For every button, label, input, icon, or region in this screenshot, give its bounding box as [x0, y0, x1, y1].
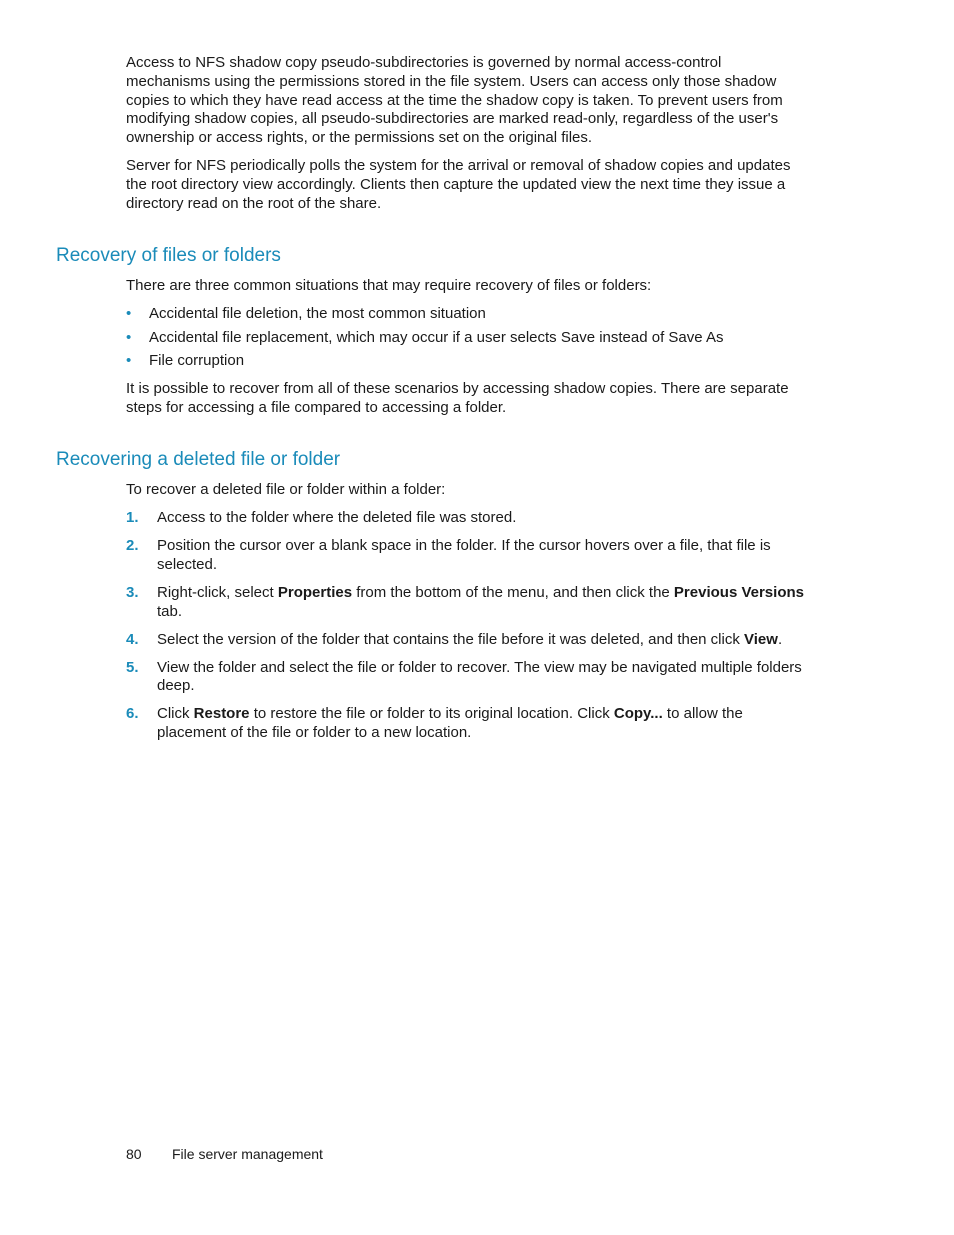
intro-paragraph-1: Access to NFS shadow copy pseudo-subdirectories is governed by normal access-control mechanisms using the permissions stored in the file system. Users can access only those shadow copies to which they have read access at the time the shadow copy is taken. To prevent users from modifying shadow copies, all pseudo-subdirectories are marked read-only, regardless of the user's ownership or access rights, or the permissions set on the original files.	[126, 54, 783, 147]
step-ui-term: Properties	[277, 583, 353, 601]
bullet-icon: •	[126, 328, 132, 346]
recovery-bullet-list	[126, 305, 806, 376]
step-item	[126, 584, 806, 622]
bullet-icon: •	[126, 305, 132, 322]
step-text: tab.	[157, 602, 183, 620]
step-number: 5.	[126, 658, 139, 676]
bullet-text: Accidental file replacement, which may occur if a user selects Save instead of Save As	[149, 328, 724, 346]
step-item	[126, 537, 806, 575]
step-number: 6.	[126, 705, 139, 723]
bullet-icon: •	[126, 352, 132, 370]
step-ui-term: Previous Versions	[673, 583, 804, 601]
recovery-closing: It is possible to recover from all of these scenarios by accessing shadow copies. There are separate steps for accessing a file compared to accessing a folder.	[126, 380, 789, 416]
step-text: Position the cursor over a blank space in the folder. If the cursor hovers over a file, that file is selected.	[157, 536, 771, 573]
list-item	[126, 352, 806, 371]
heading-recovery-of-files: Recovery of files or folders	[56, 245, 281, 266]
step-item	[126, 659, 806, 697]
step-text: Right-click, select	[157, 583, 278, 601]
step-number: 2.	[126, 536, 139, 554]
page-number: 80	[126, 1146, 142, 1162]
step-item	[126, 509, 806, 528]
step-item	[126, 705, 806, 743]
page-footer	[126, 1145, 323, 1163]
step-item	[126, 631, 806, 650]
list-item	[126, 329, 806, 348]
step-text: View the folder and select the file or folder to recover. The view may be navigated multiple folders deep.	[157, 658, 802, 695]
step-text: to restore the file or folder to its original location. Click	[249, 705, 614, 723]
bullet-text: Accidental file deletion, the most common situation	[149, 305, 486, 322]
footer-section-title: File server management	[172, 1146, 323, 1162]
step-number: 3.	[126, 583, 139, 601]
step-text: from the bottom of the menu, and then click the	[352, 583, 674, 601]
step-text: Click	[157, 705, 194, 723]
step-text: Access to the folder where the deleted file was stored.	[157, 509, 517, 526]
heading-recovering-deleted: Recovering a deleted file or folder	[56, 449, 341, 470]
step-text: .	[777, 630, 783, 648]
deleted-lead: To recover a deleted file or folder within a folder:	[126, 481, 446, 498]
step-ui-term: View	[744, 630, 778, 648]
recovery-lead: There are three common situations that may require recovery of files or folders:	[126, 277, 652, 294]
step-text: Select the version of the folder that contains the file before it was deleted, and then click	[157, 630, 745, 648]
step-number: 1.	[126, 509, 139, 526]
step-ui-term: Restore	[193, 705, 250, 723]
step-number: 4.	[126, 630, 139, 648]
intro-paragraph-2: Server for NFS periodically polls the system for the arrival or removal of shadow copies and updates the root directory view accordingly. Clients then capture the updated view the next time they issue a directory read on the root of the share.	[126, 157, 791, 212]
bullet-text: File corruption	[149, 352, 245, 370]
recovery-steps-list	[126, 509, 806, 752]
step-ui-term: Copy...	[613, 705, 663, 723]
step-text: to allow the placement of the file or folder to a new location.	[157, 705, 743, 742]
list-item	[126, 305, 806, 324]
